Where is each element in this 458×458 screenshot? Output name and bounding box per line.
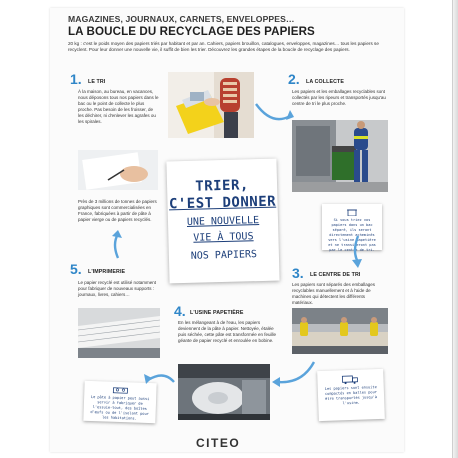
- arrow-4-to-5: [142, 370, 176, 400]
- step-1-text: À la maison, au bureau, en vacances, nous déposons tous nos papiers dans le bac ou le point de collecte le plus proche. Pas besoin de les froisser, de les déchirer, ni d'enlever les agrafes ou les spirales.: [78, 89, 159, 124]
- arrow-5-to-1: [106, 230, 130, 260]
- photo-sorting-center: [292, 308, 388, 354]
- step-3-title: LE CENTRE DE TRI: [310, 272, 361, 278]
- poster: [50, 8, 404, 452]
- step-1-title: LE TRI: [88, 79, 106, 85]
- printing-press-illustration: [78, 308, 160, 358]
- collection-truck-illustration: [292, 120, 388, 192]
- arrow-3-to-4: [272, 360, 316, 390]
- intro-text: 20 kg : c'est le poids moyen des papiers triés par habitant et par an. Cahiers, papiers brouillon, catalogues, enveloppes, magazines… tous les papiers se recyclent. Pour leur donner une nouvelle vie, il suffit de bien les trier. Découvrez les grandes étapes de la boucle de recyclage des papiers.: [68, 41, 379, 53]
- arrow-2-to-3: [346, 234, 370, 268]
- truck-icon: [341, 374, 359, 385]
- egg-box-icon: [112, 386, 128, 395]
- step-2-text: Les papiers et les emballages recyclables sont collectés par les ripeurs et transportés jusqu'au centre de tri le plus proche.: [292, 89, 386, 106]
- photo-printing-press: [78, 308, 160, 358]
- step-3-text: Les papiers sont séparés des emballages recyclables manuellement et à l'aide de machines qui détectent les différents matériaux.: [292, 282, 376, 305]
- step-4-text: En les mélangeant à de l'eau, les papiers deviennent de la pâte à papier. Nettoyée, étalée puis séchée, cette pâte est transformée en feuille géante de papier recyclé et enroulée en bobine.: [178, 320, 277, 343]
- step-2-number: 2.: [288, 71, 300, 87]
- note-centre-text: Les papiers sont ensuite compactés en balles pour être transportés jusqu'à l'usine.: [324, 385, 378, 406]
- page-title: LA BOUCLE DU RECYCLAGE DES PAPIERS: [68, 25, 315, 38]
- slogan-line-4: VIE À TOUS: [193, 231, 254, 244]
- photo-paper-mill: [178, 364, 270, 420]
- sorting-bin-illustration: [168, 72, 254, 138]
- step-3-number: 3.: [292, 265, 304, 281]
- kicker: MAGAZINES, JOURNAUX, CARNETS, ENVELOPPES…: [68, 14, 295, 24]
- step-4-number: 4.: [174, 303, 186, 319]
- photo-hand-writing: [78, 150, 158, 190]
- note-centre: [317, 369, 385, 421]
- citeo-logo: CITEO: [196, 436, 241, 450]
- sorting-center-illustration: [292, 308, 388, 354]
- note-imprimerie-text: Le pâte à papier peut aussi servir à fabriquer de l'essuie-tout, des boîtes d'œufs ou de l'isolant pour les habitations.: [90, 394, 150, 421]
- slogan-line-3: UNE NOUVELLE: [186, 215, 260, 228]
- step-5-text: Le papier recyclé est utilisé notamment pour fabriquer de nouveaux supports : journaux, livres, cahiers…: [78, 280, 157, 297]
- photo-sorting-bin: [168, 72, 254, 138]
- slogan-line-2: C'EST DONNER: [168, 193, 277, 213]
- arrow-1-to-2: [254, 98, 294, 128]
- hand-writing-illustration: [78, 150, 158, 190]
- step-2-title: LA COLLECTE: [306, 79, 344, 85]
- stat-text: Près de 3 millions de tonnes de papiers graphiques sont commercialisées en France, fabriquées à partir de pâte à papier vierge ou de papiers recyclés.: [78, 199, 157, 222]
- bin-icon: [346, 208, 358, 216]
- note-collecte-text: Si vous triez vos papiers dans un bac séparé, ils seront directement acheminés vers l'usine papetière et ne transiteront pas par le centre de tri.: [328, 218, 376, 252]
- slogan-card: [166, 159, 279, 284]
- step-5-number: 5.: [70, 261, 82, 277]
- paper-mill-illustration: [178, 364, 270, 420]
- step-4-title: L'USINE PAPETIÈRE: [190, 310, 244, 316]
- step-1-number: 1.: [70, 71, 82, 87]
- scan-edge: [452, 0, 458, 458]
- slogan-line-5: NOS PAPIERS: [190, 249, 258, 262]
- slogan-line-1: TRIER,: [195, 177, 250, 195]
- photo-collection-truck: [292, 120, 388, 192]
- step-5-title: L'IMPRIMERIE: [88, 269, 126, 275]
